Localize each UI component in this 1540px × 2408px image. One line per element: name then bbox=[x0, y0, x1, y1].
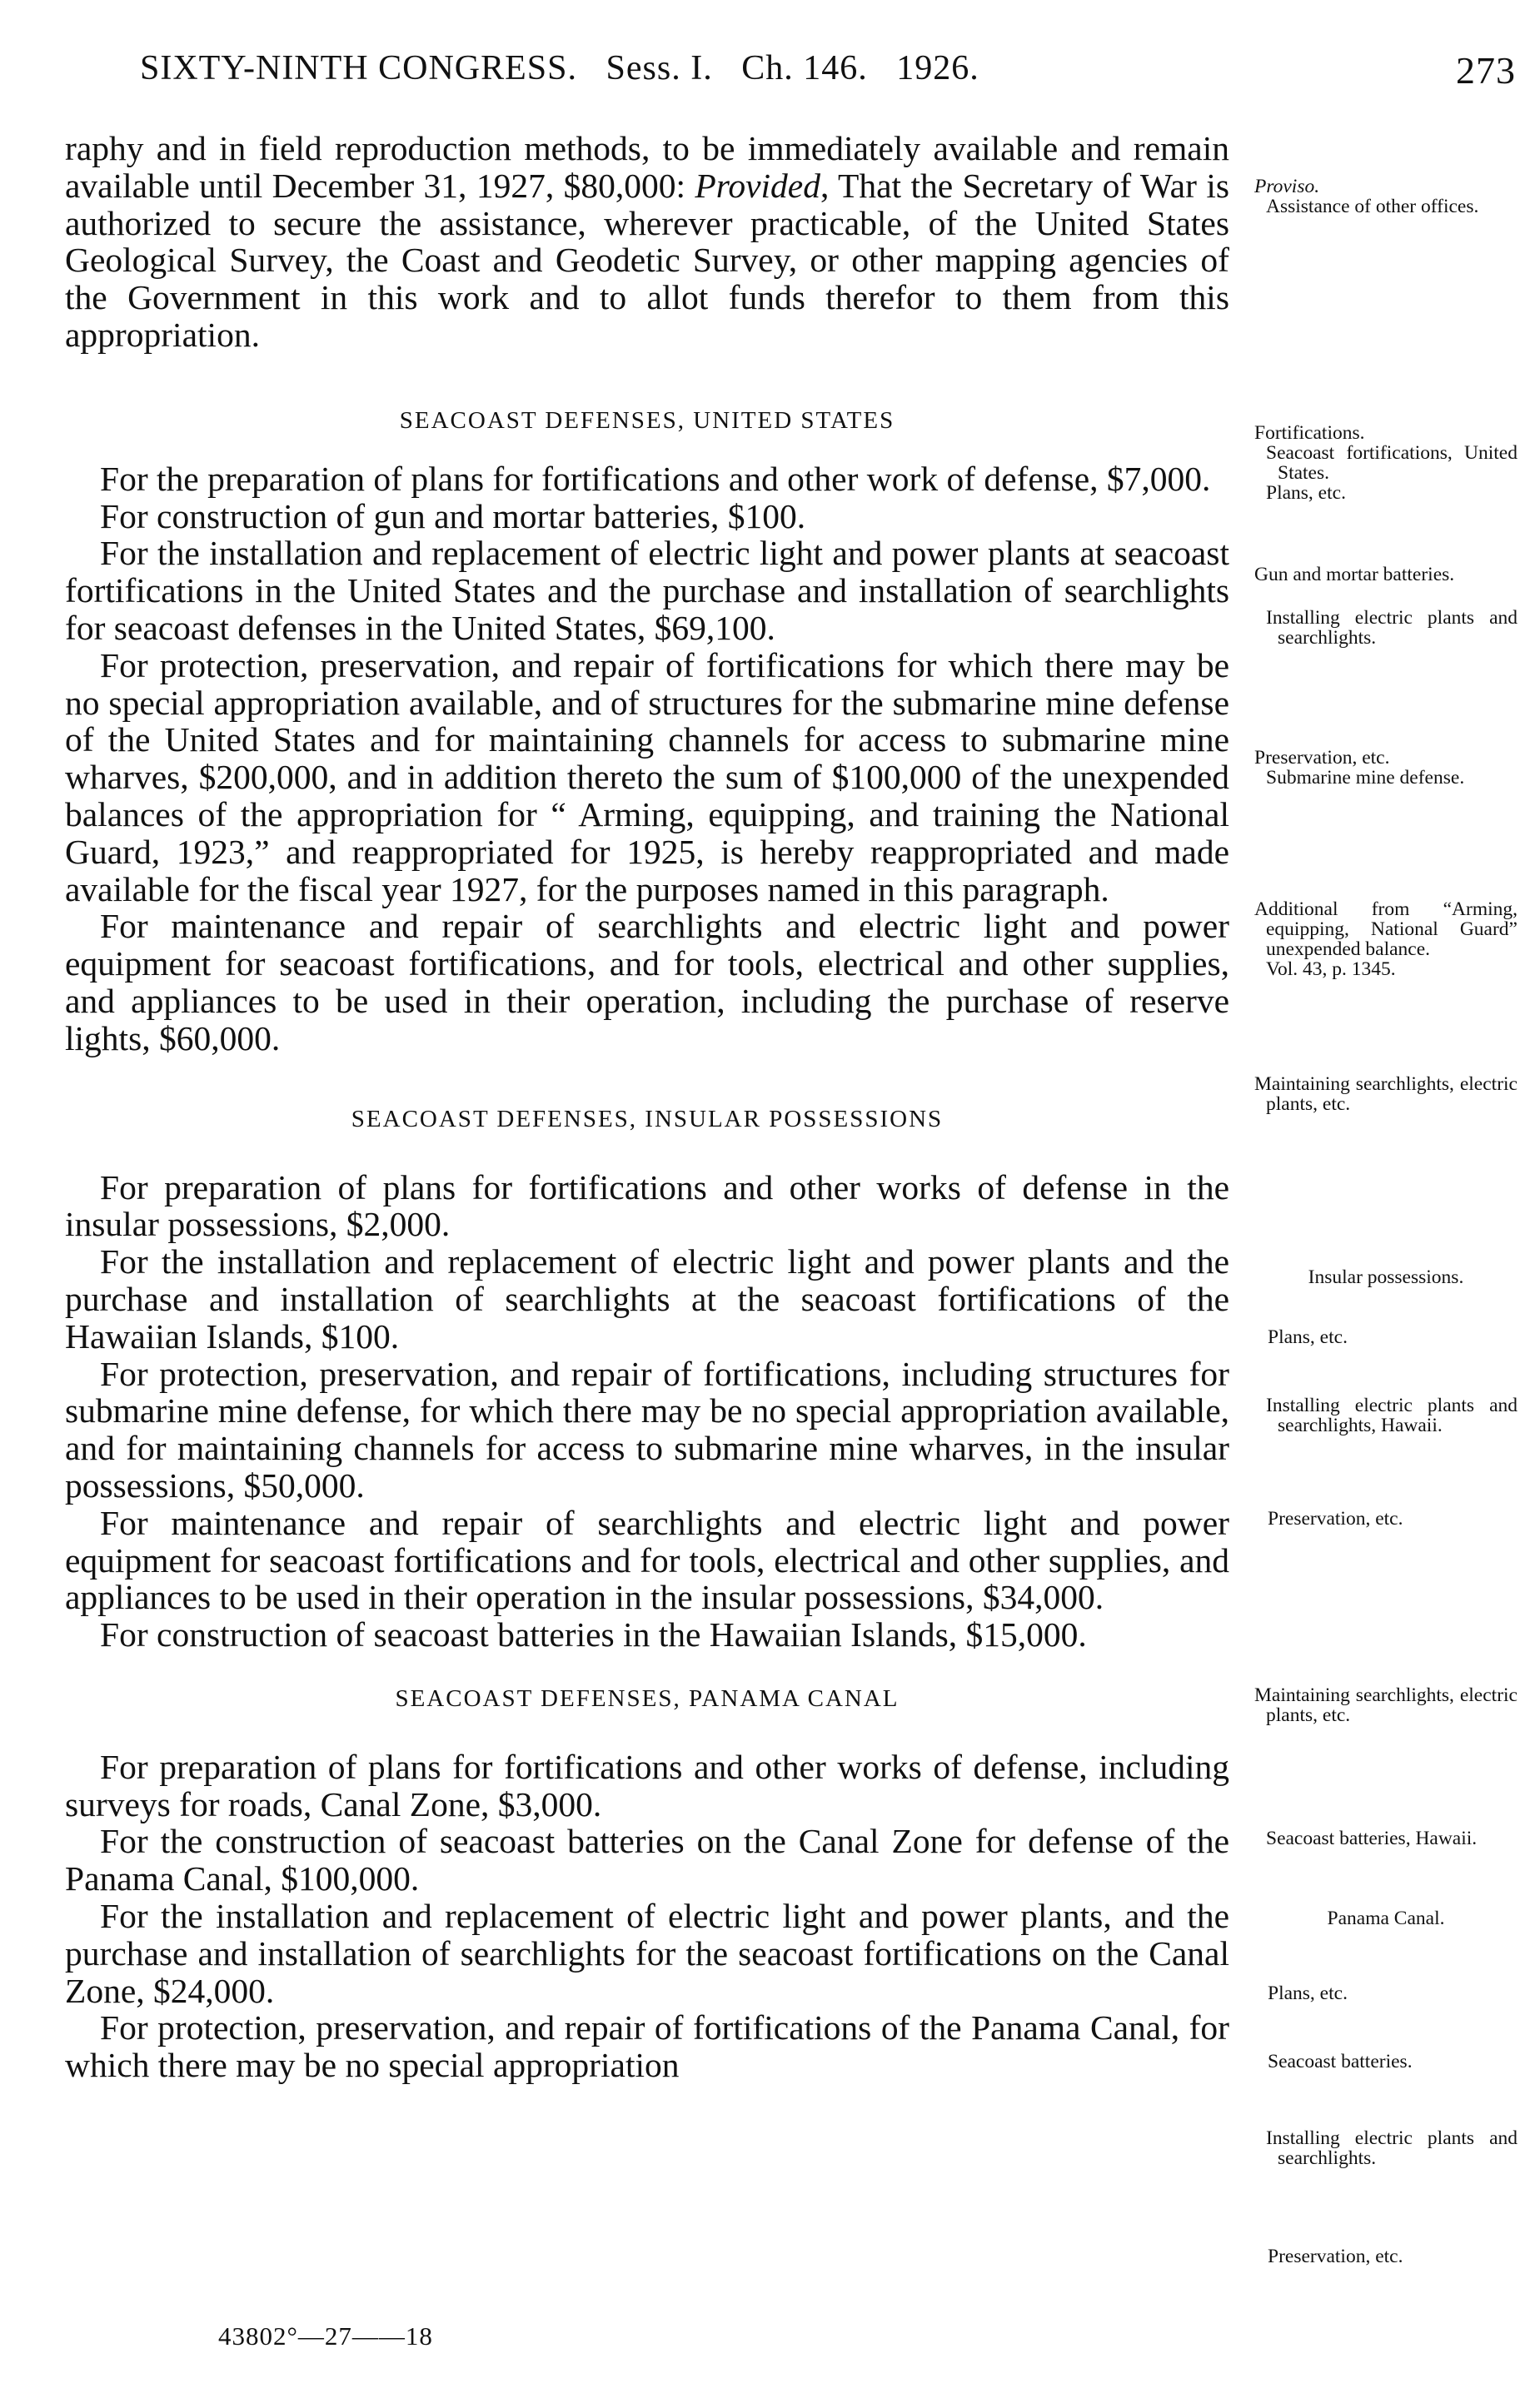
paragraph-plans-insular: For preparation of plans for fortifications and other works of defense in the insular possessions, $2,000. bbox=[65, 1167, 1229, 1244]
paragraph-protection-panama: For protection, preservation, and repair of fortifications of the Panama Canal, for which there may be no special appropriation bbox=[65, 2008, 1229, 2085]
margin-note-installing-us bbox=[1254, 608, 1518, 648]
paragraph-plans-panama: For preparation of plans for fortifications and other works of defense, including surveys for roads, Canal Zone, $3,000. bbox=[65, 1747, 1229, 1823]
main-text-column bbox=[65, 130, 1229, 2084]
paragraph-installation-us: For the installation and replacement of electric light and power plants at seacoast fortifications in the United States and the purchase and installation of searchlights for seacoast defenses in the United States, $69,100. bbox=[65, 534, 1229, 647]
margin-note-proviso bbox=[1254, 177, 1518, 216]
margin-additional-from: Additional from “Arming, equipping, National Guard” unexpended balance. bbox=[1254, 898, 1518, 960]
margin-installing-us: Installing electric plants and searchlights. bbox=[1266, 607, 1518, 649]
section-heading-panama: SEACOAST DEFENSES, PANAMA CANAL bbox=[395, 1684, 900, 1712]
margin-gun-mortar: Gun and mortar batteries. bbox=[1254, 564, 1455, 585]
margin-maintaining-us: Maintaining searchlights, electric plants, etc. bbox=[1254, 1073, 1518, 1115]
margin-preservation-panama: Preservation, etc. bbox=[1268, 2246, 1403, 2267]
margin-note-installing-hawaii bbox=[1254, 1396, 1518, 1435]
section-heading-insular: SEACOAST DEFENSES, INSULAR POSSESSIONS bbox=[351, 1105, 944, 1132]
margin-preservation-us: Preservation, etc. bbox=[1254, 747, 1390, 769]
margin-note-maintaining-us bbox=[1254, 1074, 1518, 1114]
margin-note-gun-mortar bbox=[1254, 565, 1518, 585]
margin-note-seacoast-batteries-hawaii bbox=[1254, 1828, 1518, 1848]
margin-note-fortifications bbox=[1254, 423, 1518, 503]
paragraph-maintenance-insular: For maintenance and repair of searchlights and electric light and power equipment for seacoast fortifications and for tools, electrical and other supplies, and appliances to be used in their operation in the insular possessions, $34,000. bbox=[65, 1503, 1229, 1617]
margin-note-preservation-panama bbox=[1254, 2246, 1518, 2266]
paragraph-protection-us: For protection, preservation, and repair of fortifications for which there may be no special appropriation available, and of structures for the submarine mine defense of the United States and for maintaining channels for access to submarine mine wharves, $200,000, and in addition thereto the sum of $100,000 of the unexpended balances of the appropriation for “ Arming, equipping, and training the National Guard, 1923,” and reappropriated for 1925, is hereby reappropriated and made available for the fiscal year 1927, for the purposes named in this paragraph. bbox=[65, 645, 1229, 908]
margin-fortifications: Fortifications. bbox=[1254, 422, 1365, 444]
margin-plans-insular: Plans, etc. bbox=[1268, 1326, 1348, 1348]
margin-note-preservation-insular bbox=[1254, 1509, 1518, 1529]
margin-seacoast-batteries-panama: Seacoast batteries. bbox=[1268, 2051, 1413, 2072]
page-header bbox=[117, 48, 1516, 90]
margin-submarine: Submarine mine defense. bbox=[1266, 767, 1465, 789]
margin-note-preservation-us bbox=[1254, 748, 1518, 788]
margin-panama: Panama Canal. bbox=[1327, 1908, 1445, 1929]
section-heading-united-states: SEACOAST DEFENSES, UNITED STATES bbox=[399, 406, 895, 434]
margin-seacoast-us: Seacoast fortifications, United States. bbox=[1266, 442, 1518, 484]
paragraph-continuation: raphy and in field reproduction methods, to be immediately available and remain available until December 31, 1927, $80,000: Provided, That the Secretary of War is authorized to secure the assistance, wherever practicable, of the United States Geological Survey, the Coast and Geodetic Survey, or other mapping agencies of the Government in this work and to allot funds therefor to them from this appropriation. bbox=[65, 129, 1229, 354]
margin-insular: Insular possessions. bbox=[1308, 1266, 1464, 1288]
paragraph-maintenance-us: For maintenance and repair of searchlights and electric light and power equipment for seacoast fortifications, and for tools, electrical and other supplies, and appliances to be used in their operation, including the purchase of reserve lights, $60,000. bbox=[65, 907, 1229, 1057]
margin-note-plans-panama bbox=[1254, 1983, 1518, 2003]
printer-signature: 43802°—27——18 bbox=[218, 2321, 433, 2351]
paragraph-protection-insular: For protection, preservation, and repair of fortifications, including structures for submarine mine defense, for which there may be no special appropriation available, and for maintaining channels for access to submarine mine wharves, in the insular possessions, $50,000. bbox=[65, 1354, 1229, 1505]
margin-note-additional bbox=[1254, 899, 1518, 979]
margin-note-seacoast-batteries-panama bbox=[1254, 2052, 1518, 2072]
paragraph-installation-panama: For the installation and replacement of electric light and power plants, and the purchase and installation of searchlights for the seacoast fortifications on the Canal Zone, $24,000. bbox=[65, 1897, 1229, 2010]
running-title: SIXTY-NINTH CONGRESS. Sess. I. Ch. 146. 1926. bbox=[140, 49, 979, 87]
margin-assistance: Assistance of other offices. bbox=[1266, 196, 1479, 217]
provided-emphasis: Provided bbox=[695, 166, 820, 205]
margin-vol-ref: Vol. 43, p. 1345. bbox=[1266, 958, 1396, 980]
margin-plans-us: Plans, etc. bbox=[1266, 482, 1346, 504]
margin-note-installing-panama bbox=[1254, 2128, 1518, 2168]
margin-installing-panama: Installing electric plants and searchlights. bbox=[1266, 2127, 1518, 2169]
paragraph-batteries-panama: For the construction of seacoast batteries on the Canal Zone for defense of the Panama Canal, $100,000. bbox=[65, 1822, 1229, 1898]
margin-installing-hawaii: Installing electric plants and searchlights, Hawaii. bbox=[1266, 1395, 1518, 1436]
paragraph-installation-hawaii: For the installation and replacement of electric light and power plants and the purchase and installation of searchlights at the seacoast fortifications of the Hawaiian Islands, $100. bbox=[65, 1242, 1229, 1356]
margin-note-insular bbox=[1254, 1267, 1518, 1287]
page-number: 273 bbox=[1456, 49, 1516, 92]
margin-note-plans-insular bbox=[1254, 1327, 1518, 1347]
margin-proviso-label: Proviso. bbox=[1254, 176, 1320, 197]
margin-note-panama bbox=[1254, 1908, 1518, 1928]
paragraph-batteries-hawaii: For construction of seacoast batteries in the Hawaiian Islands, $15,000. bbox=[100, 1615, 1087, 1654]
margin-seacoast-batteries-hawaii: Seacoast batteries, Hawaii. bbox=[1266, 1828, 1478, 1849]
margin-note-maintaining-insular bbox=[1254, 1685, 1518, 1725]
margin-preservation-insular: Preservation, etc. bbox=[1268, 1508, 1403, 1530]
paragraph-gun-mortar: For construction of gun and mortar batteries, $100. bbox=[100, 496, 806, 535]
paragraph-plans-us: For the preparation of plans for fortifications and other work of defense, $7,000. bbox=[100, 459, 1211, 498]
margin-plans-panama: Plans, etc. bbox=[1268, 1983, 1348, 2004]
margin-maintaining-insular: Maintaining searchlights, electric plants, etc. bbox=[1254, 1684, 1518, 1726]
